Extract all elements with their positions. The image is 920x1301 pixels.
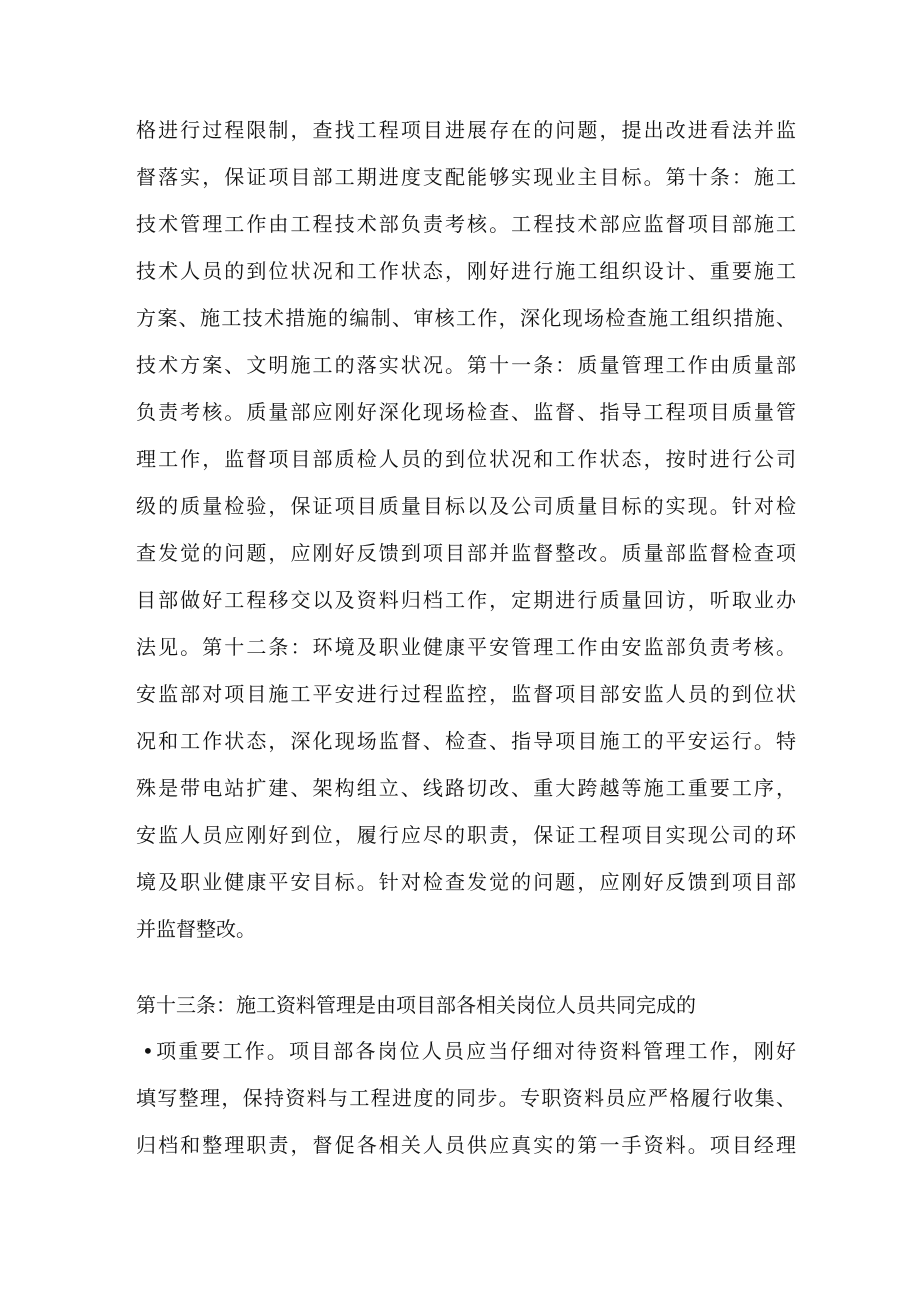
text-line: 方案、施工技术措施的编制、审核工作，深化现场检查施工组织措施、 xyxy=(136,306,796,330)
text-line: 境及职业健康平安目标。针对检查发觉的问题，应刚好反馈到项目部 xyxy=(136,870,796,894)
paragraph-article-13-heading xyxy=(136,982,796,1029)
text-line: 理工作，监督项目部质检人员的到位状况和工作状态，按时进行公司 xyxy=(136,447,796,471)
text-line xyxy=(136,1028,796,1075)
text-line: 归档和整理职责，督促各相关人员供应真实的第一手资料。项目经理 xyxy=(136,1133,796,1157)
paragraph-article-13-body xyxy=(136,1028,796,1169)
bullet-mark: • xyxy=(142,1039,154,1063)
text-line: 目部做好工程移交以及资料归档工作，定期进行质量回访，听取业办 xyxy=(136,588,796,612)
text-line: 安监人员应刚好到位，履行应尽的职责，保证工程项目实现公司的环 xyxy=(136,823,796,847)
paragraph-articles-10-12 xyxy=(136,107,796,953)
text-line: 法见。第十二条：环境及职业健康平安管理工作由安监部负责考核。 xyxy=(136,635,796,659)
text-line: 技术管理工作由工程技术部负责考核。工程技术部应监督项目部施工 xyxy=(136,212,796,236)
text-line: 负责考核。质量部应刚好深化现场检查、监督、指导工程项目质量管 xyxy=(136,400,796,424)
text-line: 技术方案、文明施工的落实状况。第十一条：质量管理工作由质量部 xyxy=(136,353,796,377)
text-line: 并监督整改。 xyxy=(136,917,256,941)
text-line: 督落实，保证项目部工期进度支配能够实现业主目标。第十条：施工 xyxy=(136,165,796,189)
text-line: 级的质量检验，保证项目质量目标以及公司质量目标的实现。针对检 xyxy=(136,494,796,518)
text-fragment: 项重要工作。项目部各岗位人员应当仔细对待资料管理工作，刚好 xyxy=(154,1039,796,1063)
text-line: 填写整理，保持资料与工程进度的同步。专职资料员应严格履行收集、 xyxy=(136,1086,796,1110)
text-line: 安监部对项目施工平安进行过程监控，监督项目部安监人员的到位状 xyxy=(136,682,796,706)
text-line: 殊是带电站扩建、架构组立、线路切改、重大跨越等施工重要工序， xyxy=(136,776,796,800)
text-line: 第十三条：施工资料管理是由项目部各相关岗位人员共同完成的 xyxy=(136,993,696,1017)
text-line: 查发觉的问题，应刚好反馈到项目部并监督整改。质量部监督检查项 xyxy=(136,541,796,565)
text-line: 格进行过程限制，查找工程项目进展存在的问题，提出改进看法并监 xyxy=(136,118,796,142)
text-line: 况和工作状态，深化现场监督、检查、指导项目施工的平安运行。特 xyxy=(136,729,796,753)
text-line: 技术人员的到位状况和工作状态，刚好进行施工组织设计、重要施工 xyxy=(136,259,796,283)
